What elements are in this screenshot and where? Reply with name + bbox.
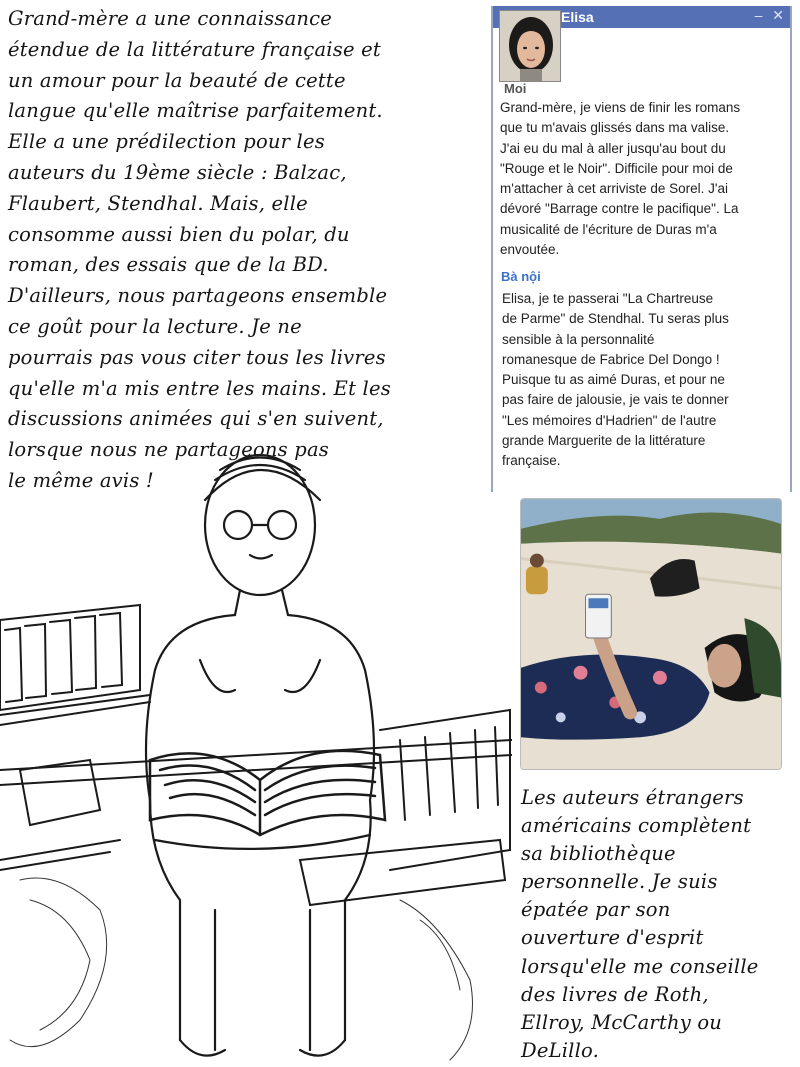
beach-reading-photo xyxy=(520,498,782,770)
intro-line: Elle a une prédilection pour les xyxy=(8,130,325,154)
avatar xyxy=(499,10,561,82)
grandmother-head-drawing xyxy=(205,455,320,615)
shading-drawing xyxy=(10,878,473,1060)
message-body-me xyxy=(500,98,792,260)
intro-line: D'ailleurs, nous partageons ensemble xyxy=(8,284,388,308)
message-sender-grandmother: Bà nội xyxy=(501,269,541,284)
grandmother-reading-sketch xyxy=(0,440,512,1067)
closing-line: lorsqu'elle me conseille xyxy=(521,954,759,978)
close-icon[interactable]: ✕ xyxy=(772,7,784,23)
intro-line: discussions animées qui s'en suivent, xyxy=(8,407,384,431)
chat-window-controls xyxy=(749,7,784,24)
intro-line: pourrais pas vous citer tous les livres xyxy=(8,345,386,369)
chat-contact-name: Elisa xyxy=(561,9,594,25)
intro-line: qu'elle m'a mis entre les mains. Et les xyxy=(8,376,391,400)
message-line: dévoré "Barrage contre le pacifique". La xyxy=(500,201,739,217)
message-line: Puisque tu as aimé Duras, et pour ne xyxy=(502,372,725,388)
chat-window xyxy=(491,6,792,492)
message-line: sensible à la personnalité xyxy=(502,331,655,347)
closing-line: ouverture d'esprit xyxy=(521,926,704,950)
message-line: J'ai eu du mal à aller jusqu'au bout du xyxy=(500,140,726,156)
closing-line: Ellroy, McCarthy ou xyxy=(521,1010,723,1034)
intro-line: roman, des essais que de la BD. xyxy=(8,253,329,277)
intro-line: ce goût pour la lecture. Je ne xyxy=(8,314,302,338)
message-line: envoutée. xyxy=(500,242,560,258)
message-line: que tu m'avais glissés dans ma valise. xyxy=(500,120,730,136)
minimize-icon[interactable]: – xyxy=(754,7,763,23)
intro-line: langue qu'elle maîtrise parfaitement. xyxy=(8,99,383,123)
message-line: de Parme" de Stendhal. Tu seras plus xyxy=(502,311,729,327)
closing-line: Les auteurs étrangers xyxy=(521,786,744,809)
intro-line: Flaubert, Stendhal. Mais, elle xyxy=(8,191,308,215)
closing-line: DeLillo. xyxy=(521,1038,600,1062)
intro-line: Grand-mère a une connaissance xyxy=(8,7,333,30)
closing-line: américains complètent xyxy=(521,814,752,838)
message-line: "Rouge et le Noir". Difficile pour moi de xyxy=(500,160,733,176)
message-line: romanesque de Fabrice Del Dongo ! xyxy=(502,351,720,367)
closing-paragraph xyxy=(521,784,796,1065)
intro-line: le même avis ! xyxy=(8,468,154,492)
intro-line: un amour pour la beauté de cette xyxy=(8,68,346,92)
closing-line: des livres de Roth, xyxy=(521,982,709,1006)
message-line: française. xyxy=(502,453,561,469)
message-line: "Les mémoires d'Hadrien" de l'autre xyxy=(502,412,717,428)
intro-line: auteurs du 19ème siècle : Balzac, xyxy=(8,160,347,184)
bench-drawing xyxy=(0,710,512,905)
message-line: musicalité de l'écriture de Duras m'a xyxy=(500,221,717,237)
intro-line: lorsque nous ne partageons pas xyxy=(8,438,329,462)
message-line: Grand-mère, je viens de finir les romans xyxy=(500,100,741,115)
intro-paragraph xyxy=(8,4,478,497)
message-line: pas faire de jalousie, je vais te donner xyxy=(502,392,729,408)
intro-line: étendue de la littérature française et xyxy=(8,37,381,61)
message-line: m'attacher à cet arriviste de Sorel. J'ai xyxy=(500,181,728,197)
closing-line: sa bibliothèque xyxy=(521,842,676,866)
message-line: Elisa, je te passerai "La Chartreuse xyxy=(502,291,714,306)
message-body-grandmother xyxy=(502,289,787,472)
bookshelf-drawing xyxy=(0,605,150,870)
message-sender-me: Moi xyxy=(504,81,527,96)
closing-line: épatée par son xyxy=(521,898,671,922)
closing-line: personnelle. Je suis xyxy=(521,870,718,894)
intro-line: consomme aussi bien du polar, du xyxy=(8,222,350,246)
person-portrait-icon xyxy=(500,11,561,82)
message-line: grande Marguerite de la littérature xyxy=(502,433,706,449)
